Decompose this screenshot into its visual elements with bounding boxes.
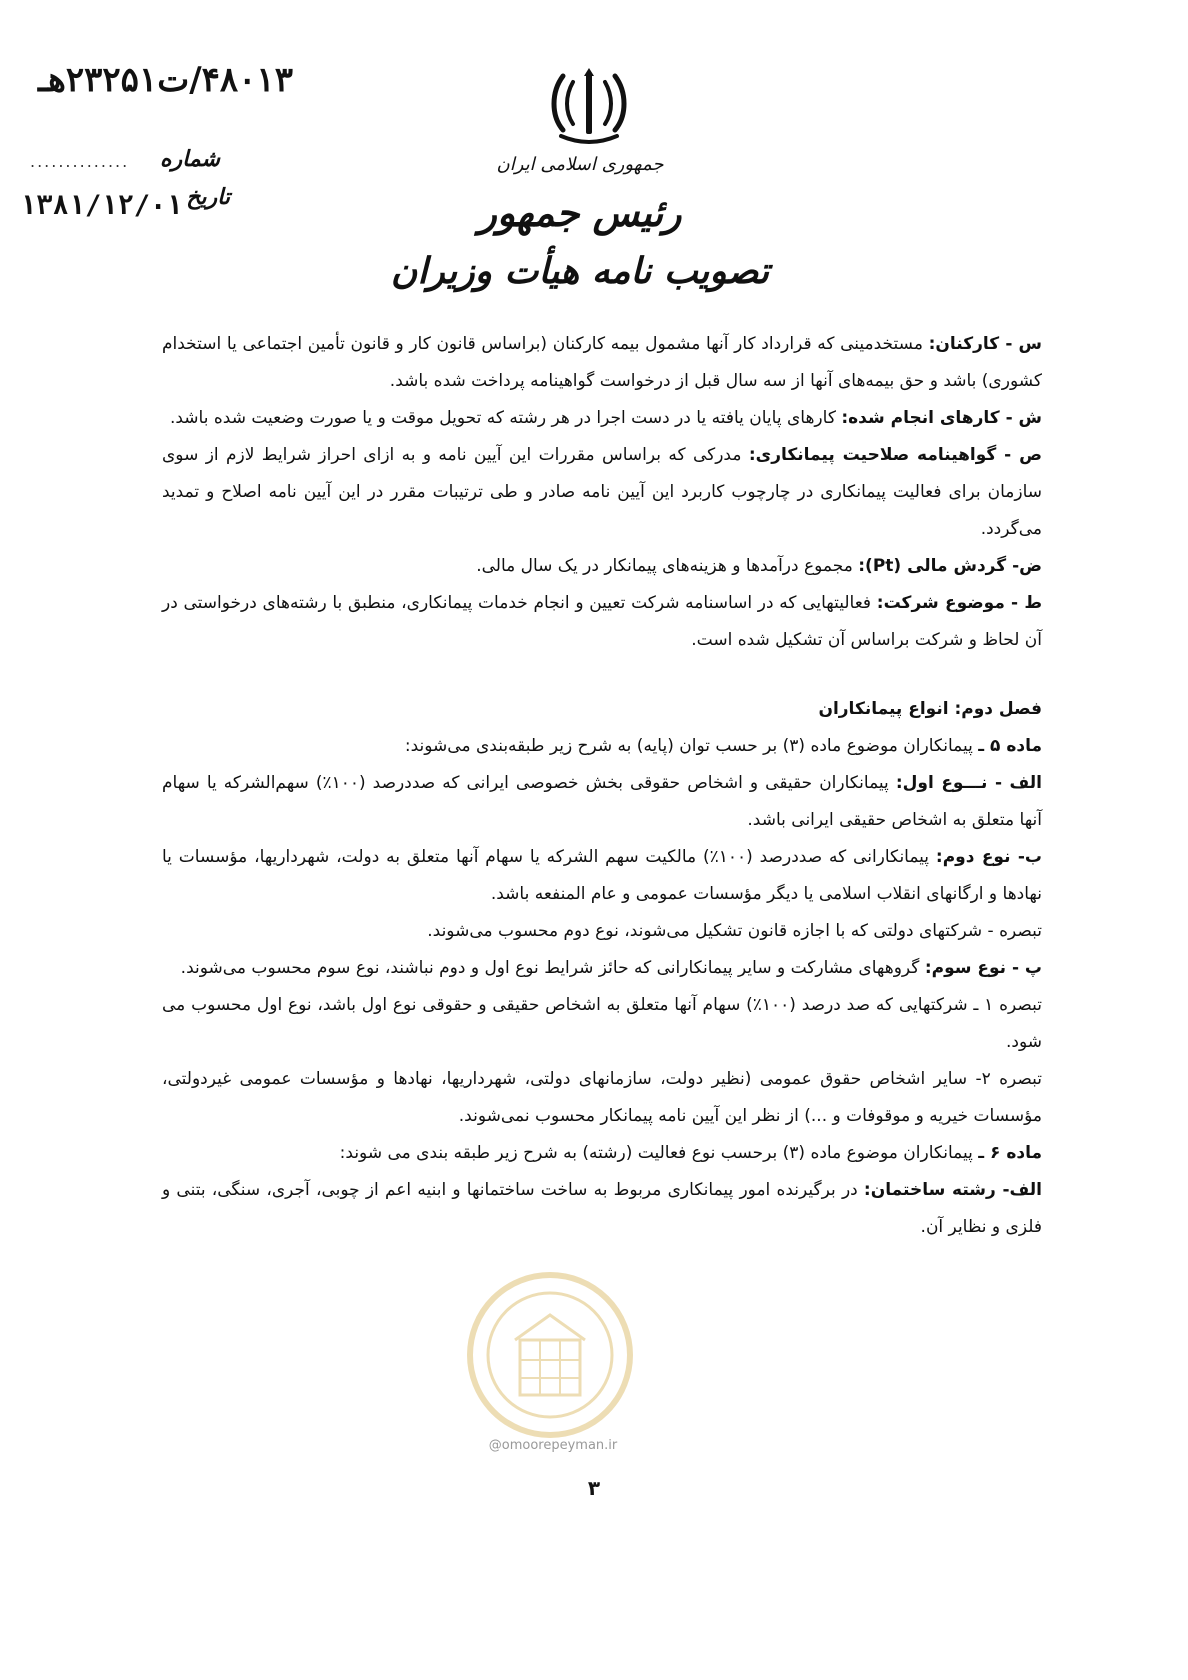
note-text: تبصره - شرکتهای دولتی که با اجازه قانون تشکیل می‌شوند، نوع دوم محسوب می‌شوند.: [427, 921, 1042, 941]
definition-term: ص - گواهینامه صلاحیت پیمانکاری:: [748, 445, 1042, 465]
definition-term: ش - کارهای انجام شده:: [841, 408, 1042, 428]
definition-term: ض- گردش مالی (Pt):: [858, 556, 1042, 576]
clause-term: الف - نـــوع اول:: [895, 773, 1043, 793]
article-text: پیمانکاران موضوع ماده (۳) بر حسب توان (پایه) به شرح زیر طبقه‌بندی می‌شوند:: [404, 736, 979, 756]
clause-term: الف- رشته ساختمان:: [863, 1180, 1042, 1200]
clause-paragraph: [162, 765, 1042, 839]
note-paragraph: [162, 1061, 1042, 1135]
definition-paragraph: [162, 548, 1042, 585]
definition-term: س - کارکنان:: [928, 334, 1042, 354]
definition-text: مدرکی که براساس مقررات این آیین نامه و به ازای احراز شرایط لازم از سوی سازمان برای فعالیت پیمانکاری در چارچوب کاربرد این آیین نامه صادر و طی ترتیبات مقرر در این آیین نامه اصلاح و تمدید می‌گردد.: [162, 445, 1042, 539]
clause-paragraph: [162, 1172, 1042, 1246]
article-paragraph: [162, 1135, 1042, 1172]
office-title: رئیس جمهور: [478, 190, 682, 235]
article-head: ماده ۶ ـ: [978, 1143, 1042, 1163]
definition-text: مجموع درآمدها و هزینه‌های پیمانکار در یک سال مالی.: [476, 556, 859, 576]
document-body: [162, 326, 1042, 1246]
watermark-logo-icon: [465, 1270, 635, 1440]
note-text: تبصره ۲- سایر اشخاص حقوق عمومی (نظیر دولت، سازمانهای دولتی، شهرداریها، نهادها و مؤسسات عمومی غیردولتی، مؤسسات خیریه و موقوفات و ...) از نظر این آیین نامه پیمانکار محسوب نمی‌شوند.: [162, 1069, 1042, 1126]
note-paragraph: [162, 913, 1042, 950]
note-paragraph: [162, 987, 1042, 1061]
clause-text: پیمانکارانی که صددرصد (۱۰۰٪) مالکیت سهم الشرکه یا سهام آنها متعلق به دولت، شهرداریها، مؤسسات یا نهادها و ارگانهای انقلاب اسلامی یا دیگر مؤسسات عمومی و عام المنفعه باشد.: [162, 847, 1042, 904]
article-head: ماده ۵ ـ: [978, 736, 1042, 756]
definition-paragraph: [162, 437, 1042, 548]
clause-text: پیمانکاران حقیقی و اشخاص حقوقی بخش خصوصی ایرانی که صددرصد (۱۰۰٪) سهم‌الشرکه یا سهام آنها متعلق به اشخاص حقیقی ایرانی باشد.: [162, 773, 1042, 830]
document-type-title: تصویب نامه هیأت وزیران: [390, 250, 770, 292]
definition-text: کارهای پایان یافته یا در دست اجرا در هر رشته که تحویل موقت و یا صورت وضعیت شده باشد.: [169, 408, 842, 428]
article-paragraph: [162, 728, 1042, 765]
iran-emblem-icon: [549, 66, 629, 150]
clause-term: پ - نوع سوم:: [924, 958, 1042, 978]
clause-text: گروههای مشارکت و سایر پیمانکارانی که حائز شرایط نوع اول و دوم نباشند، نوع سوم محسوب می‌شوند.: [180, 958, 925, 978]
definition-text: مستخدمینی که قرارداد کار آنها مشمول بیمه کارکنان (براساس قانون کار و قانون تأمین اجتماعی یا استخدام کشوری) باشد و حق بیمه‌های آنها از سه سال قبل از درخواست گواهینامه پرداخت شده باشد.: [162, 334, 1042, 391]
definition-term: ط - موضوع شرکت:: [876, 593, 1042, 613]
watermark-url: @omoorepeyman.ir: [488, 1438, 618, 1453]
number-value: ..............: [30, 152, 130, 171]
clause-paragraph: [162, 839, 1042, 913]
country-title: جمهوری اسلامی ایران: [496, 154, 664, 175]
definition-paragraph: [162, 400, 1042, 437]
page-number: ۳: [587, 1476, 601, 1500]
number-label: شماره: [159, 146, 220, 172]
definition-paragraph: [162, 326, 1042, 400]
article-text: پیمانکاران موضوع ماده (۳) برحسب نوع فعالیت (رشته) به شرح زیر طبقه بندی می شوند:: [339, 1143, 979, 1163]
clause-paragraph: [162, 950, 1042, 987]
clause-term: ب- نوع دوم:: [935, 847, 1042, 867]
date-label: تاریخ: [186, 184, 230, 210]
chapter-title: فصل دوم: انواع پیمانکاران: [818, 699, 1042, 719]
clause-text: در برگیرنده امور پیمانکاری مربوط به ساخت ساختمانها و ابنیه اعم از چوبی، آجری، سنگی، بتنی و فلزی و نظایر آن.: [162, 1180, 1042, 1237]
reference-number: ۴۸۰۱۳/ت۲۳۲۵۱هـ: [38, 60, 293, 100]
note-text: تبصره ۱ ـ شرکتهایی که صد درصد (۱۰۰٪) سهام آنها متعلق به اشخاص حقیقی و حقوقی نوع اول باشد، نوع اول محسوب می شود.: [162, 995, 1042, 1052]
date-value: ۱۳۸۱/۱۲/۰۱: [20, 190, 183, 221]
definition-text: فعالیتهایی که در اساسنامه شرکت تعیین و انجام خدمات پیمانکاری، منطبق با رشته‌های درخواستی در آن لحاظ و شرکت براساس آن تشکیل شده است.: [162, 593, 1042, 650]
definition-paragraph: [162, 585, 1042, 659]
